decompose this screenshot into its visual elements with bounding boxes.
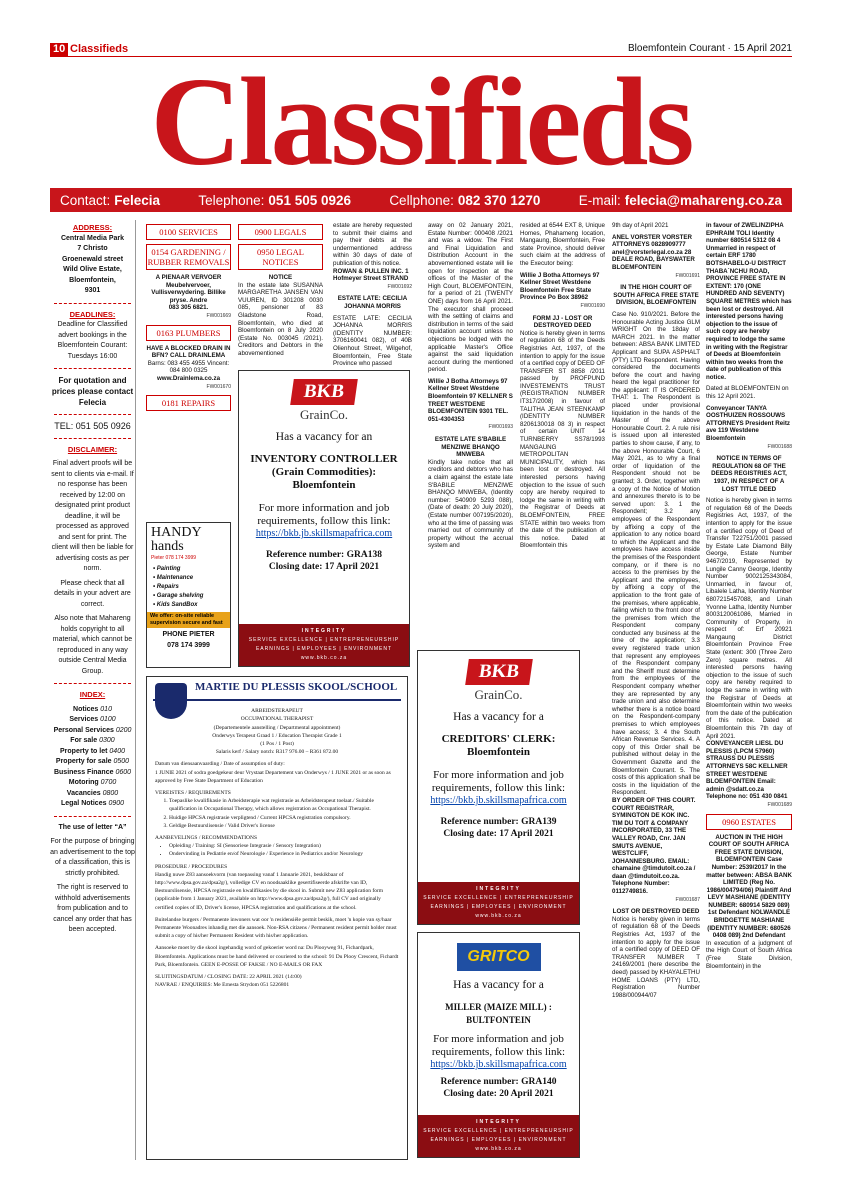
copyright-text: Also note that Mahareng holds copyright to all material, which cannot be reproduced in any way outside Central Media Group.	[52, 615, 133, 675]
plumbers-heading: 0163 PLUMBERS	[146, 325, 231, 341]
grade: Onderwys Terapeut Graad 1 / Education Therapist Grade 1	[212, 732, 342, 739]
address-line: 9301	[84, 287, 101, 294]
apply-link[interactable]: https://bkb.jb.skillsmapafrica.com	[430, 1059, 567, 1070]
contact-name: Felecia	[114, 192, 161, 208]
list-item: 3. Geldige Bestuurslisensie / Valid Driver's license	[169, 822, 399, 830]
list-item: 1. Toepaslike kwalifikasie in Arbeidsterapie wat registrasie as Arbeidsterapeut toelaat./ Suitable qualification in Occupational Therapy, which allows registration as Occupational Therapist.	[169, 797, 399, 813]
services-heading: 0100 SERVICES	[146, 224, 231, 240]
conveyancer-details: Conveyancer TANYA OOSTHUIZEN ROSSOUWS ATTORNEYS President Reitz ave 119 Westdene Bloemfontein	[706, 404, 791, 443]
address-line: Groenewald street	[61, 255, 124, 263]
telephone-number[interactable]: 051 505 0926	[268, 192, 352, 208]
cellphone-number[interactable]: 082 370 1270	[457, 192, 541, 208]
procedures-heading: PROSEDURE / PROCEDURES	[155, 863, 228, 870]
ad-footer	[418, 882, 579, 924]
estate-text: ESTATE LATE: CECILIA JOHANNA MORRIS (IDENTITY NUMBER: 3706160041 082), of 40B Olienhout Street, Wilgehof, Bloemfontein, Free State Province who passed	[333, 314, 412, 368]
school-crest-icon	[155, 683, 187, 719]
list-item: • Ondervinding in Pediatrie en/of Neurologie / Experience in Pediatrics and/or Neurology	[169, 850, 399, 858]
vacancy-position: CREDITORS' CLERK: Bloemfontein	[441, 733, 556, 758]
post-count: (1 Pos / 1 Post)	[260, 741, 294, 748]
attorney-address: ANEL VORSTER VORSTER ATTORNEYS 0828909777 anel@vorsterlegal.co.za 28 DEALE ROAD, BAYSWATER BLOEMFONTEIN	[612, 233, 695, 271]
telephone-label: Telephone:	[198, 192, 265, 208]
closing-date: Closing date: 20 April 2021	[443, 1089, 554, 1099]
values-line: EARNINGS | EMPLOYEES | ENVIRONMENT	[255, 646, 393, 652]
closing-date: SLUITINGSDATUM / CLOSING DATE: 22 APRIL 2021 (14:00)	[155, 974, 302, 981]
handy-phone[interactable]: 078 174 3999	[167, 642, 210, 649]
index-item: Services 0100	[69, 716, 116, 723]
job-title-en: OCCUPATIONAL THERAPIST	[240, 716, 314, 723]
bkb-website[interactable]: www.bkb.co.za	[475, 1146, 522, 1152]
disclaimer-text: Final advert proofs will be sent to clients via e-mail. If no response has been received by 12:00 on designated print product deadline, it will be processed as approved and sent for print. The client will then be liable for advertising costs as per norm.	[51, 460, 134, 572]
drain-contacts: Barns: 083 455 4955 Vincent: 084 800 0325	[147, 359, 230, 375]
classifieds-banner: Classifieds	[150, 60, 692, 186]
handy-hands-ad	[146, 522, 231, 668]
bkb-vacancy-ad	[238, 370, 410, 667]
repairs-heading: 0181 REPAIRS	[146, 395, 231, 411]
auction-text: In execution of a judgment of the High Court of South Africa (Free State Division, Bloemfontein) in the	[706, 939, 792, 970]
section-name: Classifieds	[70, 43, 129, 55]
index-item: Vacancies 0800	[66, 789, 119, 797]
address-line: Wild Olive Estate,	[63, 266, 122, 273]
gritco-logo: GRITCO	[457, 943, 541, 971]
recommendations-list	[155, 842, 399, 858]
vervoer-ad: A PIENAAR VERVOER Meubelvervoer, Vullisverwydering. Billike pryse. Andre	[151, 274, 226, 304]
column-4	[428, 222, 513, 642]
bkb-website[interactable]: www.bkb.co.za	[300, 655, 348, 661]
salary: Salaris kerf / Salary notch: R317 976.00 – R361 872.00	[215, 749, 339, 756]
list-item: • Repairs	[153, 584, 179, 590]
lost-title-deed-text: Notice is hereby given in terms of regulation 68 of the Deeds Registries Act, 1937, of the intention to apply for the issue of a certified copy of Deed of Transfer T22751/2001 passed by Estate Late Diamond Billy George, Estate Number 9467/2019, Represented by Lungile Canny George, Identity Number 9002125343084, Unmarried, in favour of, Libalele Latha, Identity Number 6807215457088, and Linah Yvonne Latha, Identity Number 8003120061086, Married in Community of Property, in respect of: Erf 20921 Mangaung District Bloemfontein Province Free State (extent: 300 (Three Zero Zero) square metres. All interested persons having objection to the issue of such copy are hereby required to lodge the same in writing with the Registrar of Deeds at Bloemfontein within two weeks from the date of the publication of this notice. Dated at Bloemfontein this 7th day of April 2021.	[706, 497, 792, 740]
ad-reference: FW001690	[580, 302, 605, 309]
estate-heading: ESTATE LATE S'BABILE MENZIWE BHANQO MNWEBA	[434, 436, 507, 459]
legals-heading: 0900 LEGALS	[238, 224, 323, 240]
closing-date: Closing date: 17 April 2021	[268, 562, 380, 572]
legal-notices-heading: 0950 LEGAL NOTICES	[238, 244, 323, 270]
vacancy-intro: Has a vacancy for an	[275, 431, 373, 443]
list-item: • Painting	[153, 566, 181, 572]
job-title: ARBEIDSTERAPEUT	[251, 708, 303, 715]
school-ad-body	[147, 707, 407, 989]
handy-hands-logo: HANDY hands	[151, 525, 202, 554]
attorney-address: Willie J Botha Attorneys 97 Kellner Street Westdene Bloemfontein Free State Province Po Box 38962	[520, 271, 600, 302]
court-heading: IN THE HIGH COURT OF SOUTH AFRICA FREE STATE DIVISION, BLOEMFONTEIN	[613, 284, 699, 307]
court-order-text: Case No. 910/2021. Before the Honourable Acting Justice GLM WRIGHT On the 18day of MARCH 2021. In the matter between: ABSA BANK LIMITED Applicant and SUPA ASPHALT (PTY) LTD Respondent. Having considered the documents before the court and having heard the legal practitioner for the applicant: IT IS ORDERED THAT: 1. The Respondent is placed under provisional liquidation in the hands of the Master of the above Honourable Court. 2. A rule nisi is issued upon all interested parties to show cause, if any, to the above Honourable Court, 6 May 2021, as to why a final order of liquidation of the Respondent should not be granted; 3. Order, together with a copy of the Notice of Motion and annexures thereto is to be served upon: 3. 1 the Respondent; 3.2 any employees of the Respondent by affixing a copy of the application to any notice board to which the Applicant and the employees have access inside the premises of the Respondent company, or if there is no access to the premises by the Applicant and the employees, by affixing a copy of the application to the front gate of the premises, where applicable, failing which to the front door of the premises from which the Respondent company conducted any business at the time of the application; 3.3 every registered trade union that represent any employees of the Respondent company and the Sheriff must determine from the employees of the Respondent company whether they are represented by any trade union and also determine whether there is a notice board on the Respondent-company premises to which employees have access; 3. 4 the South African Revenue Services. 4. A copy of this Order shall be published without delay in the Government Gazette and the Bloemfontein Courant. 5. The costs of this application shall be costs in the liquidation of the Respondent.	[612, 310, 700, 797]
reference-number: Reference number: GRA139	[440, 817, 557, 827]
index-item: Notices 010	[73, 705, 112, 713]
attorney-address: ROWAN & PULLEN INC. 1 Hofmeyer Street STRAND	[333, 267, 409, 283]
column-5	[520, 222, 605, 642]
estate-text: Kindly take notice that all creditors and debtors who has a claim against the estate late S'BABILE MENZIWE BHANQO MNWEBA, (Identity number: 540909 5293 088), (Date of death: 20 July 2020), (Estate number 007195/2020), who at the time of passing was married out of community of property without the accrual system and	[428, 458, 513, 550]
sidebar-telephone[interactable]: TEL: 051 505 0926	[54, 421, 131, 431]
index-item: Business Finance 0600	[53, 768, 132, 776]
assumption-date-label: Datum van diensaanvaarding / Date of assumption of duty:	[155, 761, 285, 768]
rights-text: The right is reserved to withhold advertisements from publication and to cancel any order that has been accepted.	[53, 884, 132, 933]
form-jj-heading: FORM JJ - LOST OR DESTROYED DEED	[532, 314, 593, 330]
address-line: Central Media Park	[60, 234, 125, 242]
bkb-logo: BKB	[290, 379, 358, 405]
vacancy-position: INVENTORY CONTROLLER (Grain Commodities): Bloemfontein	[250, 453, 398, 491]
form-jj-text: Notice is hereby given in terms of regulation 68 of the Deeds Registries Act, 1937, of the intention to apply for the issue of a certified copy of DEED OF TRANSFER ST 8858 /2011 passed by PROFPUND INVESTEMENTS TRUST (REGISTRATION NUMBER IT317/2008) in favour of TALITHA JEAN STEENKAMP (IDENTITY NUMBER 8206130018 08 3) in respect of certain UNIT 14 TURNBERRY SS78/1993 MANGAUNG METROPOLITAN MUNICIPALITY, which has been lost or destroyed. All interested persons having objection to the issue of such copy are hereby required to lodge the same in writing with the Registrar of Deeds at BLOEMFONTEIN, FREE STATE within two weeks from the date of the publication of this notice. Dated at Bloemfontein this	[520, 329, 605, 550]
estate-heading: ESTATE LATE: CECILIA JOHANNA MORRIS	[337, 295, 408, 310]
more-info: For more information and job requirements, follow this link:	[431, 769, 566, 794]
gritco-vacancy-ad	[417, 932, 580, 1158]
drain-ad: HAVE A BLOCKED DRAIN IN BFN? CALL DRAINLEMA	[146, 344, 231, 360]
contact-label: Contact:	[60, 192, 111, 208]
column-services	[146, 222, 231, 518]
apply-link[interactable]: https://bkb.jb.skillsmapafrica.com	[430, 795, 567, 806]
ad-reference: FW001691	[675, 272, 700, 279]
publication-date: Bloemfontein Courant · 15 April 2021	[628, 43, 792, 54]
court-signature: BY ORDER OF THIS COURT. COURT REGISTRAR, SYMINGTON DE KOK INC. TIM DU TOIT & COMPANY INCORPORATED, 33 THE VALLEY ROAD, Cnr. JAN SMUTS AVENUE, WESTCLIFF, JOHANNESBURG. EMAIL: chamaine @timdutoit.co.za / daan @timdutoit.co.za. Telephone Number: 0112749816.	[612, 796, 696, 896]
column-legals	[238, 222, 323, 368]
notice-text: resided at 6544 EXT 8, Unique Homes, Phahameng location, Mangaung, Bloemfontein, Free state Province, should deliver such claim at the address of the Executor being:	[520, 222, 605, 267]
integrity-label: INTEGRITY	[476, 886, 521, 892]
ad-footer	[239, 624, 409, 666]
notice-text: 9th day of April 2021	[612, 222, 669, 229]
address-heading: ADDRESS:	[72, 223, 113, 232]
deadlines-heading: DEADLINES:	[69, 309, 116, 319]
ad-reference: FW001669	[206, 312, 231, 319]
school-vacancy-ad	[146, 676, 408, 1160]
index-heading: INDEX:	[79, 690, 106, 699]
apply-link[interactable]: https://bkb.jb.skillsmapafrica.com	[255, 528, 393, 539]
integrity-label: INTEGRITY	[301, 628, 347, 634]
values-line: SERVICE EXCELLENCE | ENTREPRENEURSHIP	[423, 895, 574, 901]
address-line: Bloemfontein,	[69, 276, 116, 284]
lost-deed-heading: LOST OR DESTROYED DEED	[612, 908, 700, 916]
index-list	[50, 705, 135, 810]
email-address[interactable]: felecia@mahareng.co.za	[624, 192, 782, 208]
drain-website[interactable]: www.Drainlema.co.za	[156, 374, 221, 382]
reference-number: Reference number: GRA140	[440, 1077, 557, 1087]
lost-title-deed-heading: NOTICE IN TERMS OF REGULATION 68 OF THE DEEDS REGISTRIES ACT, 1937, IN RESPECT OF A LOST TITLE DEED	[711, 455, 787, 493]
values-line: EARNINGS | EMPLOYEES | ENVIRONMENT	[430, 1137, 567, 1143]
handy-phone-label: PHONE PIETER	[162, 631, 215, 638]
ad-reference: FW001692	[387, 283, 412, 290]
list-item: 2. Huidige HPCSA registrasie verpligtend / Current HPCSA registration compulsory.	[169, 814, 399, 822]
handy-offer: We offer: on-site reliable supervision secure and fast	[147, 612, 230, 628]
more-info: For more information and job requirements, follow this link:	[257, 502, 391, 527]
letter-a-heading: The use of letter “A”	[58, 823, 127, 831]
closing-date: Closing date: 17 April 2021	[443, 829, 554, 839]
contact-bar	[50, 188, 792, 212]
notice-heading: NOTICE	[268, 274, 293, 281]
ad-reference: FW001670	[206, 383, 231, 390]
vervoer-phone[interactable]: 083 305 6821.	[168, 304, 209, 312]
column-7	[706, 222, 792, 1158]
integrity-label: INTEGRITY	[476, 1119, 521, 1125]
more-info: For more information and job requirements, follow this link:	[431, 1033, 566, 1058]
ad-reference: FW001688	[767, 443, 792, 450]
conveyancer-details: CONVEYANCER LIESL DU PLESSIS (LPCM 57960) STRAUSS DU PLESSIS ATTORNEYS 58C KELLNER STREET WESTDENE BLOEMFONTEIN Email: admin @sdatt.co.za Telephone no: 051 430 0841	[706, 740, 788, 801]
column-6	[612, 222, 700, 1158]
bkb-logo: BKB	[465, 659, 533, 685]
cellphone-label: Cellphone:	[389, 192, 454, 208]
recommendations-heading: AANBEVELINGS / RECOMMENDATIONS	[155, 835, 258, 842]
dated-text: Dated at BLOEMFONTEIN on this 12 April 2021.	[706, 385, 789, 401]
auction-heading: AUCTION IN THE HIGH COURT OF SOUTH AFRICA FREE STATE DIVISION, BLOEMFONTEIN Case Number: 2539/2017 In the matter between: ABSA BANK LIMITED (Reg No. 1986/004794/06) Plaintiff And LEVY MASHIANE (IDENTITY NUMBER: 680914 5829 089) 1st Defendant NOLWANDLE BRIDGETTE MASHIANE (IDENTITY NUMBER: 680526 0408 089) 2nd Defendant	[706, 833, 792, 940]
vacancy-intro: Has a vacancy for a	[453, 979, 544, 991]
assumption-date: 1 JUNIE 2021 of sodra goedgekeur deur Vrystaat Departement van Onderwys / 1 JUNE 2021 or as soon as approved by Free State Department of Education	[155, 769, 391, 784]
page-header	[50, 43, 792, 57]
check-text: Please check that all details in your advert are correct.	[54, 579, 131, 608]
index-item: Property for sale 0500	[55, 758, 130, 765]
list-item: • Maintenance	[153, 575, 194, 581]
quotation-text: For quotation and prices please contact Felecia	[51, 376, 134, 407]
lost-deed-text: Notice is hereby given in terms of regulation 68 of the Deeds Registries Act, 1937 of the intention to apply for the issue of a certified copy of DEED OF TRANSFER NUMBER T 24169/2001 (here describe the deed) passed by KHAYALETHU HOME LOANS (PTY) LTD, Registration Number 1988/000944/07	[612, 915, 700, 999]
school-name: MARTIE DU PLESSIS SKOOL/SCHOOL	[195, 681, 398, 693]
ad-reference: FW001687	[675, 896, 700, 903]
notice-text: in favour of ZWELINZIPHA EPHRAIM TOLI Identity number 680514 5312 08 4 Unmarried in respect of certain ERF 1780 BOTSHABELO-U DISTRICT THABA`NCHU ROAD, PROVINCE FREE STATE IN EXTENT: 170 (ONE HUNDRED AND SEVENTY) SQUARE METRES which has been lost or destroyed. All interested persons having objection to the issue of such copy are hereby required to lodge the same in writing with the Registrar of Deeds at Bloemfontein within two weeks from the date of publication of this notice.	[706, 222, 792, 381]
ad-reference: FW001689	[767, 801, 792, 808]
attorney-address: Willie J Botha Attorneys 97 Kellner Street Westdene Bloemfontein 97 KELLNER S TREET WESTDENE BLOEMFONTEIN 9301 TEL. 051-4304353	[428, 377, 513, 423]
letter-a-text: For the purpose of bringing an advertisement to the top of a classification, this is strictly prohibited.	[50, 838, 135, 877]
handy-hands-tel: Pieter 078 174 3999	[151, 555, 197, 561]
list-item: • Garage shelving	[153, 593, 204, 599]
values-line: SERVICE EXCELLENCE | ENTREPRENEURSHIP	[423, 1128, 574, 1134]
index-item: Property to let 0400	[60, 747, 125, 755]
notice-text: estate are hereby requested to submit their claims and pay their debts at the undermentioned address within 30 days of date of publication of this notice.	[333, 222, 412, 267]
appointment-type: (Departementele aanstelling / Departmental appointment)	[213, 724, 341, 731]
requirements-heading: VEREISTES / REQUIREMENTS	[155, 790, 231, 797]
values-line: SERVICE EXCELLENCE | ENTREPRENEURSHIP	[248, 637, 400, 643]
reference-number: Reference number: GRA138	[266, 550, 382, 560]
procedures-text: Handig nuwe Z83 aansoekvorm (van toepassing vanaf 1 Januarie 2021, beskikbaar of http://www.dpsa.gov.za/dpsa2g/), volledige CV en noodsaaklike gesertifiseerde afskrifte van ID, Bestuurslisensie, HPCSA registrasie en kwalifikasies by die skool in. Submit new Z83 application form (applicable from 1 January 2021, available on http://www.dpsa.gov.za/dpsa2g/), full CV and originally certified copies of ID, Driver's license, HPCSA registration and qualifications at the school.	[155, 871, 384, 911]
column-3	[333, 222, 412, 368]
bkb-website[interactable]: www.bkb.co.za	[475, 913, 522, 919]
index-item: For sale 0300	[70, 737, 115, 744]
info-sidebar	[50, 220, 136, 1160]
list-item: • Kids SandBox	[153, 602, 198, 608]
enquiries: NAVRAE / ENQUIRIES: Me Ernesta Strydom 051 5226801	[155, 982, 290, 989]
ad-reference: FW001693	[488, 424, 513, 431]
deadlines-text: Deadline for Classified advert bookings in the Bloemfontein Courant: Tuesdays 16:00	[57, 321, 128, 360]
notice-text: In the estate late SUSANNA MARGARETHA JANSEN VAN VUUREN, ID 301208 0030 085, pensioner of 83 Gladstone Road, Bloemfontein, who died at Bloemfontein on 8 July 2020 (Estate No. 003045 /2021). Creditors and Debtors in the abovementioned	[238, 281, 323, 357]
vacancy-intro: Has a vacancy for a	[453, 711, 544, 723]
disclaimer-heading: DISCLAIMER:	[67, 444, 118, 454]
requirements-list	[155, 797, 399, 830]
page-number: 10	[50, 43, 68, 56]
submission-text: Aansoeke moet by die skool ingehandig word of gekoerier word na: Du Plooyweg 91, Fichardpark, Bloemfontein. Applications must be hand delivered or couriered to the school: 91 Du Plooy Crescent, Fichardt Park, Bloemfontein. GEEN E-POSSE OF FAKSE / NO E-MAILS OR FAX	[155, 945, 399, 968]
foreign-applicants-text: Buitelandse burgers / Permanente inwoners wat oor 'n residensiële permit beskik, moet 'n kopie van sy/haar Permanente Woonadres inhandig met die aansoek. Non-RSA citizens / Permanent resident permit holder must submit a copy of his/her Permanent Resident with his/her application.	[155, 916, 397, 940]
estates-heading: 0960 ESTATES	[706, 814, 792, 830]
email-label: E-mail:	[578, 192, 621, 208]
vacancy-position: MILLER (MAIZE MILL) : BULTFONTEIN	[445, 1002, 552, 1025]
grainco-brand: GrainCo.	[299, 407, 349, 422]
address-line: 7 Christo	[77, 245, 108, 252]
index-item: Legal Notices 0900	[60, 800, 125, 807]
notice-text: away on 02 January 2021, Estate Number: 000408 /2021 and was a widow. The First and Final Liquidation and Distribution Account in the abovementioned estate will lie open for inspection at the offices of the Master of the High Court, BLOEMFONTEIN, for a period of 21 (TWENTY ONE) days from 16 April 2021. The executor shall proceed with the settling of claims and distribution in terms of the said liquidation account unless no objections be lodged with the applicable Master's Office against the said liquidation account during the mentioned period.	[428, 222, 513, 374]
index-item: Personal Services 0200	[53, 726, 132, 734]
list-item: • Opleiding / Training: SI (Sensoriese Integrasie / Sensory Integration)	[169, 842, 399, 850]
values-line: EARNINGS | EMPLOYEES | ENVIRONMENT	[430, 904, 567, 910]
ad-footer	[418, 1115, 579, 1157]
bkb-vacancy-ad	[417, 650, 580, 925]
grainco-brand: GrainCo.	[474, 687, 523, 702]
index-item: Motoring 0700	[68, 779, 117, 786]
gardening-heading: 0154 GARDENING / RUBBER REMOVALS	[146, 244, 231, 270]
handy-services-list	[147, 563, 230, 612]
